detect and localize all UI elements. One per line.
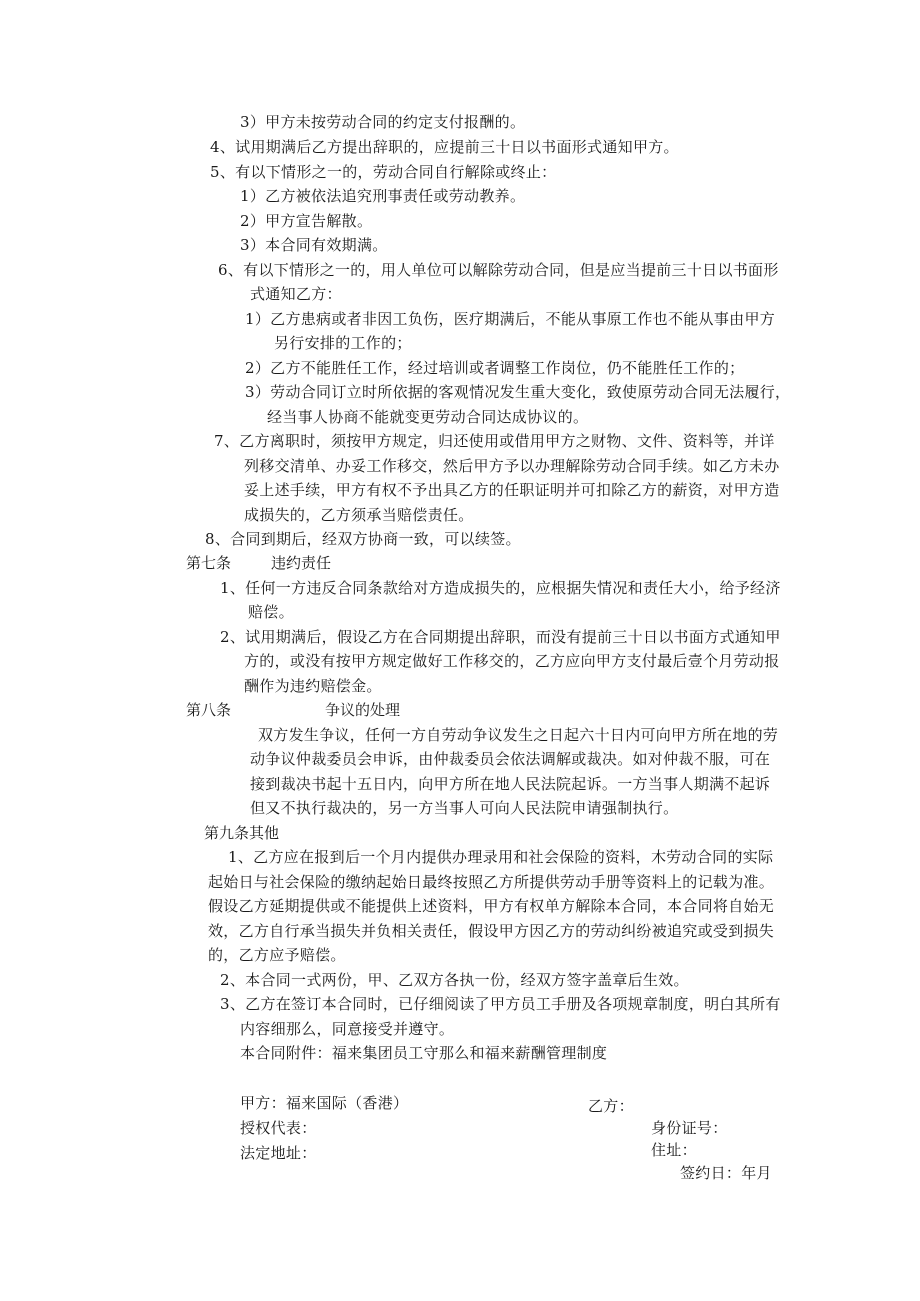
article-8-para-line1: 双方发生争议，任何一方自劳动争议发生之日起六十日内可向甲方所在地的劳 xyxy=(258,726,779,744)
article-9-clause-1-line4: 效，乙方自行承当损失并负相关责任，假设甲方因乙方的劳动纠纷被追究或受到损失 xyxy=(208,922,775,940)
article-7-title: 违约责任 xyxy=(271,554,332,572)
article-9-clause-3-line1: 3、乙方在签订本合同时，已仔细阅读了甲方员工手册及各项规章制度，明白其所有 xyxy=(220,995,781,1013)
clause-4-line: 4、试用期满后乙方提出辞职的，应提前三十日以书面形式通知甲方。 xyxy=(210,138,679,156)
clause-5-line: 5、有以下情形之一的，劳动合同自行解除或终止： xyxy=(210,163,557,181)
clause-6-line-cont: 式通知乙方： xyxy=(250,285,342,303)
clause-5-3-line: 3）本合同有效期满。 xyxy=(240,236,388,254)
article-9-clause-1-line2: 起始日与社会保险的缴纳起始日最终按照乙方所提供劳动手册等资料上的记载为准。 xyxy=(208,873,775,891)
article-7-clause-1-line: 1、任何一方违反合同条款给对方造成损失的，应根据失情况和责任大小，给予经济 xyxy=(220,579,781,597)
article-9-clause-1-line3: 假设乙方延期提供或不能提供上述资料，甲方有权单方解除本合同，本合同将自始无 xyxy=(208,897,775,915)
article-9-clause-1-line5: 的，乙方应予赔偿。 xyxy=(208,946,346,964)
article-8-para-line4: 但又不执行裁决的，另一方当事人可向人民法院申请强制执行。 xyxy=(250,799,679,817)
article-8-label: 第八条 xyxy=(186,701,232,719)
clause-6-1-line-cont: 另行安排的工作的； xyxy=(274,334,412,352)
party-a-label: 甲方：福来国际（香港） xyxy=(240,1094,409,1112)
article-9-clause-2-line: 2、本合同一式两份，甲、乙双方各执一份，经双方签字盖章后生效。 xyxy=(220,971,689,989)
signing-date-label: 签约日：年月 xyxy=(680,1164,772,1182)
article-7-clause-2-line-cont2: 酬作为违约赔偿金。 xyxy=(244,677,382,695)
clause-6-2-line: 2）乙方不能胜任工作，经过培训或者调整工作岗位，仍不能胜任工作的； xyxy=(245,359,745,377)
article-7-label: 第七条 xyxy=(186,554,232,572)
article-7-clause-2-line: 2、试用期满后，假设乙方在合同期提出辞职，而没有提前三十日以书面方式通知甲 xyxy=(220,628,781,646)
article-9-heading: 第九条其他 xyxy=(204,824,280,842)
article-8-para-line2: 动争议仲裁委员会申诉，由仲裁委员会依法调解或裁决。如对仲裁不服，可在 xyxy=(250,750,771,768)
article-8-title: 争议的处理 xyxy=(325,701,401,719)
address-label: 住址： xyxy=(651,1141,697,1159)
clause-7-line-cont3: 成损失的，乙方须承当赔偿责任。 xyxy=(244,506,474,524)
clause-5-2-line: 2）甲方宣告解散。 xyxy=(240,212,373,230)
clause-5-1-line: 1）乙方被依法追究刑事责任或劳动教养。 xyxy=(240,187,526,205)
clause-6-1-line: 1）乙方患病或者非因工负伤，医疗期满后，不能从事原工作也不能从事由甲方 xyxy=(245,310,776,328)
contract-attachment-line: 本合同附件：福来集团员工守那么和福来薪酬管理制度 xyxy=(240,1044,608,1062)
article-9-clause-3-line2: 内容细那么，同意接受并遵守。 xyxy=(240,1020,455,1038)
article-8-para-line3: 接到裁决书起十五日内，向甲方所在地人民法院起诉。一方当事人期满不起诉 xyxy=(250,775,771,793)
article-7-clause-2-line-cont1: 方的，或没有按甲方规定做好工作移交的，乙方应向甲方支付最后壹个月劳动报 xyxy=(244,652,780,670)
clause-8-line: 8、合同到期后，经双方协商一致，可以续签。 xyxy=(205,530,521,548)
article-7-clause-1-line-cont: 赔偿。 xyxy=(248,603,294,621)
clause-6-3-line: 3）甲方未按劳动合同的约定支付报酬的。 xyxy=(240,113,526,131)
party-b-label: 乙方： xyxy=(588,1097,634,1115)
legal-address-label: 法定地址： xyxy=(240,1144,317,1162)
clause-6-line: 6、有以下情形之一的，用人单位可以解除劳动合同，但是应当提前三十日以书面形 xyxy=(218,261,779,279)
clause-6-3b-line: 3）劳动合同订立时所依据的客观情况发生重大变化，致使原劳动合同无法履行， xyxy=(245,383,791,401)
authorized-representative-label: 授权代表： xyxy=(240,1119,317,1137)
clause-7-line: 7、乙方离职时，须按甲方规定，归还使用或借用甲方之财物、文件、资料等，并详 xyxy=(214,432,775,450)
id-number-label: 身份证号： xyxy=(651,1119,728,1137)
article-9-clause-1-line1: 1、乙方应在报到后一个月内提供办理录用和社会保险的资料，木劳动合同的实际 xyxy=(228,848,774,866)
clause-7-line-cont1: 列移交清单、办妥工作移交，然后甲方予以办理解除劳动合同手续。如乙方未办 xyxy=(244,457,780,475)
clause-6-3b-line-cont: 经当事人协商不能就变更劳动合同达成协议的。 xyxy=(267,408,589,426)
clause-7-line-cont2: 妥上述手续，甲方有权不予出具乙方的任职证明并可扣除乙方的薪资，对甲方造 xyxy=(244,481,780,499)
